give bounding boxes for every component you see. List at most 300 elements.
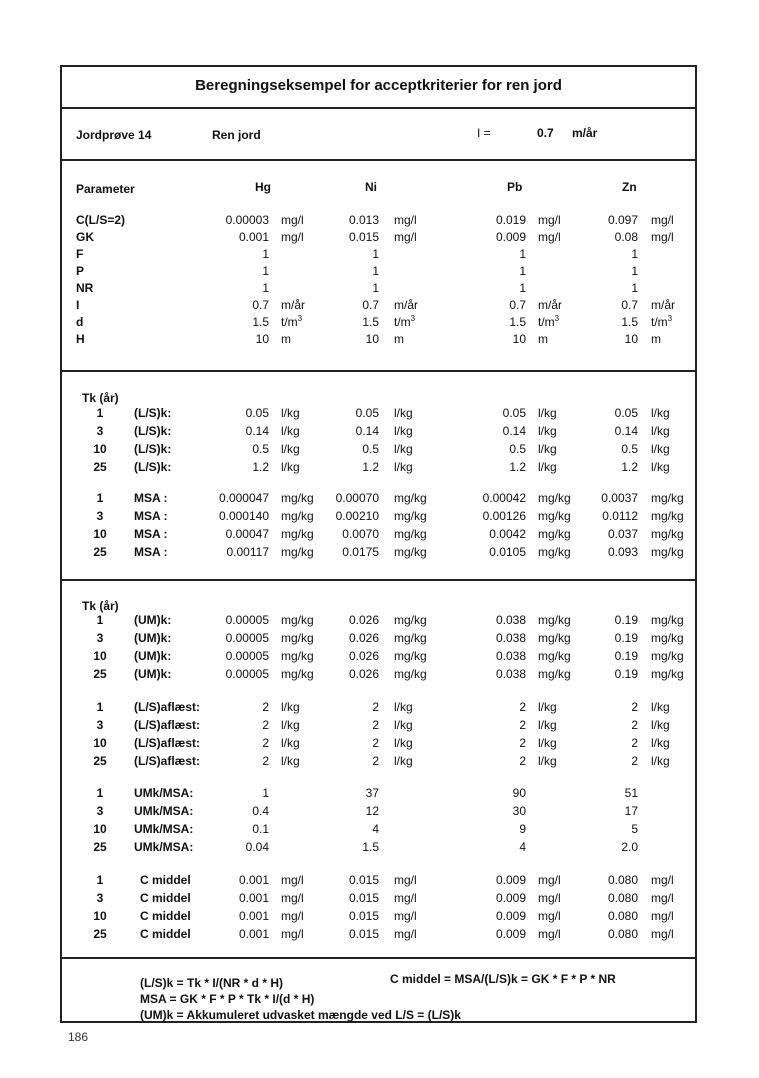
zn-unit: mg/l (651, 891, 674, 905)
ni-value: 12 (365, 804, 379, 818)
pb-value: 1 (519, 264, 526, 278)
row-label: UMk/MSA: (134, 840, 194, 854)
tk-value: 1 (96, 700, 104, 714)
row-label: (L/S)k: (134, 406, 172, 420)
zn-value: 0.5 (621, 442, 638, 456)
tk-value: 3 (96, 631, 104, 645)
row-label: UMk/MSA: (134, 786, 194, 800)
pb-value: 10 (512, 332, 526, 346)
ni-unit: mg/kg (394, 613, 427, 627)
ni-value: 2 (372, 754, 379, 768)
zn-value: 0.0112 (602, 509, 638, 523)
row-label: C middel (140, 873, 191, 887)
ni-value: 0.00210 (335, 509, 379, 523)
hg-unit: m (281, 332, 291, 346)
pb-value: 0.038 (495, 667, 526, 681)
hg-value: 1 (262, 786, 269, 800)
hg-unit: mg/kg (281, 509, 314, 523)
hg-header: Hg (255, 180, 271, 194)
hg-unit: mg/l (281, 927, 304, 941)
row-label: (UM)k: (134, 613, 172, 627)
zn-value: 0.093 (607, 545, 638, 559)
hg-unit: mg/kg (281, 649, 314, 663)
pb-value: 0.14 (502, 424, 526, 438)
tk-value: 1 (96, 491, 104, 505)
ni-unit: mg/l (394, 213, 417, 227)
hg-value: 0.001 (238, 891, 269, 905)
pb-value: 2 (519, 754, 526, 768)
ni-unit: l/kg (394, 424, 413, 438)
zn-value: 0.0037 (601, 491, 638, 505)
hg-unit: mg/kg (281, 631, 314, 645)
pb-value: 90 (512, 786, 526, 800)
pb-header: Pb (507, 180, 523, 194)
i-unit: m/år (572, 126, 598, 140)
pb-value: 0.5 (509, 442, 526, 456)
hg-unit: mg/kg (281, 613, 314, 627)
row-label: MSA : (134, 527, 168, 541)
ni-unit: l/kg (394, 754, 413, 768)
pb-unit: mg/kg (538, 667, 571, 681)
zn-value: 0.08 (614, 230, 638, 244)
ni-value: 1 (372, 247, 379, 261)
row-label: H (76, 332, 85, 346)
row-label: UMk/MSA: (134, 804, 194, 818)
tk-value: 25 (93, 667, 107, 681)
pb-unit: mg/kg (538, 631, 571, 645)
hg-unit: l/kg (281, 718, 300, 732)
calculation-table (60, 65, 697, 1023)
formula-um: (UM)k = Akkumuleret udvasket mængde ved L/S = (L/S)k (140, 1008, 461, 1022)
zn-unit: l/kg (651, 700, 670, 714)
divider (62, 370, 695, 372)
hg-unit: l/kg (281, 736, 300, 750)
tk-value: 1 (96, 613, 104, 627)
pb-value: 30 (512, 804, 526, 818)
pb-value: 0.00126 (482, 509, 526, 523)
row-label: P (76, 264, 85, 278)
row-label: NR (76, 281, 94, 295)
pb-unit: mg/l (538, 927, 561, 941)
sample-type: Ren jord (212, 128, 261, 142)
hg-value: 0.00005 (225, 613, 269, 627)
hg-value: 0.4 (252, 804, 269, 818)
ni-value: 0.015 (348, 873, 379, 887)
ni-value: 0.7 (362, 298, 379, 312)
pb-value: 1 (519, 247, 526, 261)
zn-unit: l/kg (651, 406, 670, 420)
ni-unit: $t/m^3$ (394, 314, 416, 329)
formula-cmid: C middel = MSA/(L/S)k = GK * F * P * NR (390, 972, 616, 986)
zn-value: 2.0 (621, 840, 638, 854)
hg-value: 2 (262, 736, 269, 750)
pb-value: 1.5 (509, 315, 526, 329)
hg-value: 1.2 (252, 460, 269, 474)
pb-unit: l/kg (538, 442, 557, 456)
zn-value: 0.7 (621, 298, 638, 312)
pb-unit: l/kg (538, 700, 557, 714)
hg-value: 0.04 (245, 840, 269, 854)
pb-value: 0.038 (495, 613, 526, 627)
divider (62, 107, 695, 109)
pb-value: 0.7 (509, 298, 526, 312)
pb-unit: l/kg (538, 718, 557, 732)
ni-unit: mg/l (394, 909, 417, 923)
row-label: MSA : (134, 491, 168, 505)
ni-unit: m/år (394, 298, 418, 312)
ni-unit: l/kg (394, 442, 413, 456)
zn-unit: m/år (651, 298, 675, 312)
zn-value: 1 (631, 264, 638, 278)
hg-value: 0.00003 (225, 213, 269, 227)
tk-value: 25 (93, 840, 107, 854)
hg-value: 0.05 (245, 406, 269, 420)
tk-value: 3 (96, 891, 104, 905)
zn-value: 0.19 (614, 649, 638, 663)
zn-unit: mg/l (651, 230, 674, 244)
tk-value: 25 (93, 927, 107, 941)
tk-value: 10 (93, 736, 107, 750)
pb-unit: mg/l (538, 891, 561, 905)
hg-value: 2 (262, 700, 269, 714)
zn-value: 51 (624, 786, 638, 800)
hg-value: 0.7 (252, 298, 269, 312)
zn-value: 17 (624, 804, 638, 818)
tk-value: 10 (93, 649, 107, 663)
tk-value: 10 (93, 527, 107, 541)
pb-unit: l/kg (538, 406, 557, 420)
zn-unit: l/kg (651, 736, 670, 750)
ni-value: 0.015 (348, 909, 379, 923)
zn-value: 2 (631, 718, 638, 732)
zn-unit: mg/l (651, 213, 674, 227)
zn-unit: l/kg (651, 442, 670, 456)
zn-value: 0.19 (614, 613, 638, 627)
hg-value: 1.5 (252, 315, 269, 329)
ni-value: 0.0175 (342, 545, 379, 559)
hg-value: 0.1 (252, 822, 269, 836)
ni-unit: l/kg (394, 700, 413, 714)
pb-value: 2 (519, 736, 526, 750)
pb-unit: mg/kg (538, 545, 571, 559)
ni-unit: mg/kg (394, 545, 427, 559)
row-label: C(L/S=2) (76, 213, 126, 227)
page-number: 186 (68, 1030, 89, 1044)
hg-value: 0.00005 (225, 631, 269, 645)
ni-unit: mg/kg (394, 491, 427, 505)
zn-value: 1.2 (621, 460, 638, 474)
tk-value: 10 (93, 442, 107, 456)
pb-unit: mg/l (538, 230, 561, 244)
ni-unit: mg/l (394, 927, 417, 941)
ni-unit: mg/l (394, 230, 417, 244)
ni-value: 1.5 (362, 840, 379, 854)
hg-unit: l/kg (281, 406, 300, 420)
row-label: MSA : (134, 545, 168, 559)
ni-value: 37 (365, 786, 379, 800)
row-label: (UM)k: (134, 667, 172, 681)
tk-label: Tk (år) (82, 391, 119, 405)
ni-value: 0.015 (348, 230, 379, 244)
hg-unit: mg/kg (281, 491, 314, 505)
row-label: C middel (140, 909, 191, 923)
pb-value: 0.0105 (489, 545, 526, 559)
zn-value: 5 (631, 822, 638, 836)
row-label: (L/S)aflæst: (134, 736, 200, 750)
zn-unit: l/kg (651, 718, 670, 732)
ni-unit: m (394, 332, 404, 346)
row-label: MSA : (134, 509, 168, 523)
formula-ls: (L/S)k = Tk * I/(NR * d * H) (140, 976, 284, 990)
ni-value: 0.015 (348, 891, 379, 905)
tk-value: 3 (96, 804, 104, 818)
page-title: Beregningseksempel for acceptkriterier for ren jord (195, 77, 562, 94)
pb-value: 1.2 (509, 460, 526, 474)
row-label: (L/S)k: (134, 460, 172, 474)
hg-unit: mg/l (281, 230, 304, 244)
ni-value: 2 (372, 700, 379, 714)
i-value: 0.7 (537, 126, 554, 140)
ni-value: 0.14 (355, 424, 379, 438)
row-label: I (76, 298, 80, 312)
param-header: Parameter (76, 182, 135, 196)
divider (62, 159, 695, 161)
hg-value: 2 (262, 754, 269, 768)
sample-label: Jordprøve 14 (76, 128, 152, 142)
pb-value: 9 (519, 822, 526, 836)
hg-value: 2 (262, 718, 269, 732)
formula-msa: MSA = GK * F * P * Tk * I/(d * H) (140, 992, 315, 1006)
hg-value: 0.001 (238, 230, 269, 244)
tk-value: 1 (96, 786, 104, 800)
hg-value: 0.00005 (225, 667, 269, 681)
zn-unit: mg/l (651, 927, 674, 941)
row-label: C middel (140, 891, 191, 905)
zn-header: Zn (622, 180, 637, 194)
pb-value: 2 (519, 700, 526, 714)
hg-unit: mg/l (281, 891, 304, 905)
zn-unit: l/kg (651, 424, 670, 438)
hg-value: 0.001 (238, 873, 269, 887)
zn-unit: mg/l (651, 873, 674, 887)
ni-unit: mg/kg (394, 631, 427, 645)
ni-value: 10 (365, 332, 379, 346)
pb-unit: l/kg (538, 754, 557, 768)
row-label: (L/S)k: (134, 424, 172, 438)
pb-unit: mg/l (538, 873, 561, 887)
hg-value: 0.000140 (218, 509, 269, 523)
pb-value: 0.00042 (482, 491, 526, 505)
zn-value: 2 (631, 736, 638, 750)
pb-unit: mg/kg (538, 491, 571, 505)
zn-unit: mg/kg (651, 649, 684, 663)
tk-value: 25 (93, 460, 107, 474)
hg-value: 1 (262, 264, 269, 278)
zn-unit: mg/kg (651, 631, 684, 645)
pb-unit: mg/l (538, 213, 561, 227)
hg-unit: l/kg (281, 460, 300, 474)
hg-value: 1 (262, 247, 269, 261)
hg-value: 0.5 (252, 442, 269, 456)
zn-unit: mg/l (651, 909, 674, 923)
ni-value: 0.026 (348, 649, 379, 663)
ni-unit: l/kg (394, 718, 413, 732)
pb-value: 0.009 (495, 927, 526, 941)
ni-value: 0.026 (348, 631, 379, 645)
pb-value: 0.009 (495, 230, 526, 244)
zn-unit: $t/m^3$ (651, 314, 673, 329)
ni-value: 1 (372, 281, 379, 295)
hg-unit: l/kg (281, 754, 300, 768)
pb-unit: mg/kg (538, 649, 571, 663)
zn-value: 1.5 (621, 315, 638, 329)
ni-unit: mg/l (394, 873, 417, 887)
ni-unit: mg/kg (394, 667, 427, 681)
hg-value: 0.00117 (226, 545, 269, 559)
hg-value: 0.001 (238, 927, 269, 941)
ni-value: 0.026 (348, 667, 379, 681)
tk-value: 1 (96, 873, 104, 887)
ni-value: 2 (372, 718, 379, 732)
zn-unit: mg/kg (651, 491, 684, 505)
pb-unit: l/kg (538, 736, 557, 750)
hg-unit: m/år (281, 298, 305, 312)
ni-value: 0.5 (362, 442, 379, 456)
zn-value: 0.037 (607, 527, 638, 541)
ni-unit: mg/kg (394, 509, 427, 523)
pb-value: 0.009 (495, 891, 526, 905)
hg-unit: $t/m^3$ (281, 314, 303, 329)
zn-value: 0.097 (607, 213, 638, 227)
pb-unit: mg/kg (538, 509, 571, 523)
pb-value: 0.038 (495, 631, 526, 645)
zn-unit: mg/kg (651, 509, 684, 523)
zn-unit: l/kg (651, 754, 670, 768)
ni-value: 1.2 (362, 460, 379, 474)
zn-unit: mg/kg (651, 545, 684, 559)
row-label: UMk/MSA: (134, 822, 194, 836)
zn-unit: l/kg (651, 460, 670, 474)
hg-value: 0.000047 (218, 491, 269, 505)
zn-value: 0.19 (614, 631, 638, 645)
pb-value: 0.05 (502, 406, 526, 420)
zn-value: 0.19 (614, 667, 638, 681)
zn-unit: mg/kg (651, 613, 684, 627)
row-label: (UM)k: (134, 649, 172, 663)
zn-unit: m (651, 332, 661, 346)
pb-unit: mg/kg (538, 613, 571, 627)
hg-unit: mg/kg (281, 527, 314, 541)
row-label: (L/S)aflæst: (134, 754, 200, 768)
hg-value: 0.00005 (225, 649, 269, 663)
pb-unit: l/kg (538, 460, 557, 474)
zn-unit: mg/kg (651, 527, 684, 541)
hg-value: 10 (255, 332, 269, 346)
ni-value: 1 (372, 264, 379, 278)
hg-value: 0.00047 (225, 527, 269, 541)
row-label: (UM)k: (134, 631, 172, 645)
zn-value: 0.05 (614, 406, 638, 420)
tk-value: 10 (93, 909, 107, 923)
row-label: C middel (140, 927, 191, 941)
row-label: F (76, 247, 84, 261)
hg-value: 0.14 (245, 424, 269, 438)
ni-unit: mg/l (394, 891, 417, 905)
tk-value: 10 (93, 822, 107, 836)
zn-value: 1 (631, 281, 638, 295)
pb-unit: mg/l (538, 909, 561, 923)
ni-value: 4 (372, 822, 379, 836)
row-label: (L/S)aflæst: (134, 718, 200, 732)
zn-unit: mg/kg (651, 667, 684, 681)
hg-unit: l/kg (281, 424, 300, 438)
ni-value: 0.05 (355, 406, 379, 420)
zn-value: 2 (631, 700, 638, 714)
row-label: GK (76, 230, 94, 244)
ni-value: 0.015 (348, 927, 379, 941)
pb-value: 0.0042 (489, 527, 526, 541)
ni-unit: l/kg (394, 736, 413, 750)
pb-value: 2 (519, 718, 526, 732)
zn-value: 10 (624, 332, 638, 346)
row-label: d (76, 315, 84, 329)
pb-value: 1 (519, 281, 526, 295)
i-label: I = (477, 126, 491, 140)
tk-value: 25 (93, 545, 107, 559)
pb-value: 0.038 (495, 649, 526, 663)
hg-value: 0.001 (238, 909, 269, 923)
tk-value: 1 (96, 406, 104, 420)
ni-value: 0.0070 (342, 527, 379, 541)
zn-value: 0.080 (607, 927, 638, 941)
hg-unit: mg/kg (281, 667, 314, 681)
tk-value: 3 (96, 718, 104, 732)
divider (62, 579, 695, 581)
pb-value: 4 (519, 840, 526, 854)
ni-header: Ni (365, 180, 377, 194)
row-label: (L/S)aflæst: (134, 700, 200, 714)
hg-unit: mg/kg (281, 545, 314, 559)
pb-unit: m (538, 332, 548, 346)
ni-unit: mg/kg (394, 649, 427, 663)
ni-value: 0.013 (348, 213, 379, 227)
hg-unit: mg/l (281, 873, 304, 887)
ni-unit: l/kg (394, 406, 413, 420)
ni-value: 0.00070 (335, 491, 379, 505)
hg-unit: mg/l (281, 213, 304, 227)
pb-unit: mg/kg (538, 527, 571, 541)
hg-unit: l/kg (281, 442, 300, 456)
pb-value: 0.009 (495, 909, 526, 923)
pb-unit: l/kg (538, 424, 557, 438)
tk-value: 3 (96, 424, 104, 438)
tk-value: 3 (96, 509, 104, 523)
pb-value: 0.019 (495, 213, 526, 227)
zn-value: 0.080 (607, 873, 638, 887)
zn-value: 2 (631, 754, 638, 768)
pb-unit: $t/m^3$ (538, 314, 560, 329)
ni-value: 1.5 (362, 315, 379, 329)
ni-unit: mg/kg (394, 527, 427, 541)
ni-unit: l/kg (394, 460, 413, 474)
row-label: (L/S)k: (134, 442, 172, 456)
pb-unit: m/år (538, 298, 562, 312)
tk-value: 25 (93, 754, 107, 768)
hg-value: 1 (262, 281, 269, 295)
ni-value: 2 (372, 736, 379, 750)
zn-value: 0.080 (607, 891, 638, 905)
pb-value: 0.009 (495, 873, 526, 887)
